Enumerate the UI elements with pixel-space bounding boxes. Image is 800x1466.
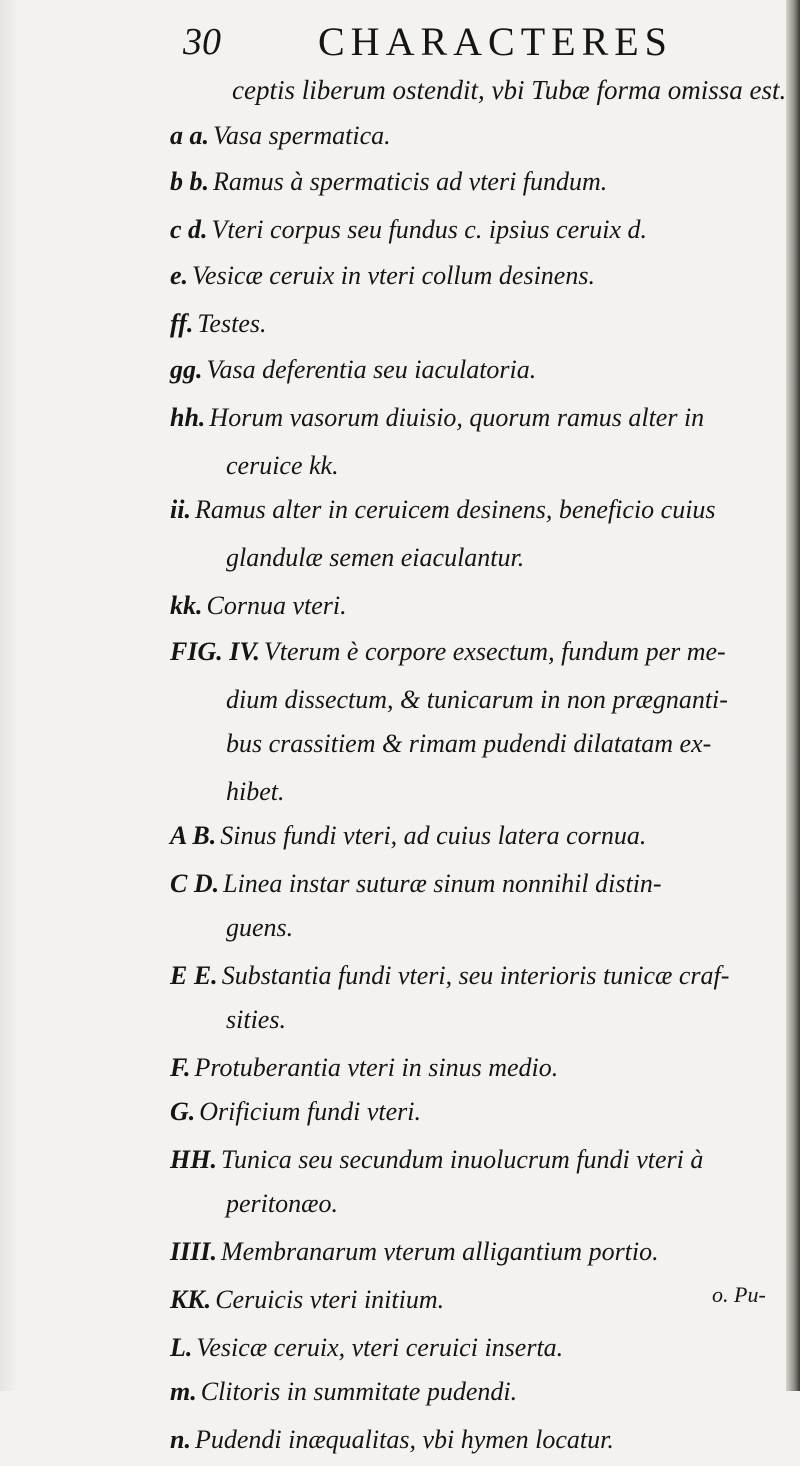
entry-text: Ceruicis vteri initium.: [215, 1285, 445, 1314]
entry-first-line: [170, 120, 780, 166]
entry-first-line: [170, 214, 780, 260]
legend-entry: [170, 1144, 780, 1236]
entry-first-line: [170, 260, 780, 308]
entry-text: Ramus alter in ceruicem desinens, beneficio cuius: [194, 495, 716, 524]
entry-key: n.: [170, 1425, 191, 1454]
entry-key: ff.: [170, 309, 194, 338]
entry-key: L.: [170, 1333, 193, 1362]
entry-continuation-line: glandulæ semen eiaculantur.: [226, 543, 525, 572]
entry-text: Cornua vteri.: [206, 591, 347, 620]
entry-key: a a.: [170, 121, 209, 150]
entry-first-line: [170, 960, 780, 1004]
legend-entry: [170, 402, 780, 494]
entry-text: Linea instar suturæ sinum nonnihil distin-: [223, 869, 662, 898]
gutter-shadow: [0, 0, 18, 1391]
page-number: 30: [183, 21, 221, 63]
entry-first-line: [170, 402, 780, 450]
entry-key: hh.: [170, 403, 206, 432]
entry-text: Substantia fundi vteri, seu interioris tunicæ craf-: [221, 961, 730, 990]
entry-text: Tunica seu secundum inuolucrum fundi vteri à: [220, 1145, 704, 1174]
entry-key: m.: [170, 1377, 197, 1406]
entry-key: kk.: [170, 591, 203, 620]
entry-continuation-line: dium dissectum, & tunicarum in non prægnanti-: [226, 685, 728, 714]
legend-entry: [170, 1284, 780, 1332]
legend-entry: [170, 354, 780, 402]
entry-continuation-line: hibet.: [226, 777, 285, 806]
legend-entry: [170, 1376, 780, 1424]
entry-text: Clitoris in summitate pudendi.: [200, 1377, 518, 1406]
entry-first-line: [170, 820, 780, 868]
legend-entry: [170, 1096, 780, 1144]
entry-first-line: [170, 636, 780, 684]
entry-text: Horum vasorum diuisio, quorum ramus alter in: [209, 403, 705, 432]
entry-text: Orificium fundi vteri.: [199, 1097, 421, 1126]
entry-key: e.: [170, 261, 189, 290]
entry-first-line: [170, 166, 780, 214]
entry-first-line: [170, 1052, 780, 1096]
entry-key: gg.: [170, 355, 203, 384]
entry-text: Vasa spermatica.: [213, 121, 391, 150]
entry-key: E E.: [170, 961, 218, 990]
legend-entry: [170, 1424, 780, 1466]
entry-text: Ramus à spermaticis ad vteri fundum.: [213, 167, 608, 196]
entry-text: Vasa deferentia seu iaculatoria.: [206, 355, 537, 384]
entry-text: Protuberantia vteri in sinus medio.: [194, 1053, 559, 1082]
entry-text: Pudendi inæqualitas, vbi hymen locatur.: [194, 1425, 614, 1454]
continuation-line: ceptis liberum ostendit, vbi Tubæ forma omissa est.: [232, 75, 787, 105]
entry-continuation-line: guens.: [226, 913, 294, 942]
entry-first-line: [170, 354, 780, 402]
catchword: o. Pu-: [712, 1282, 766, 1307]
entry-first-line: [170, 1284, 780, 1332]
entry-key: b b.: [170, 167, 209, 196]
entry-first-line: [170, 1424, 780, 1466]
legend-entry: [170, 308, 780, 354]
entry-text: Vesicæ ceruix in vteri collum desinens.: [192, 261, 595, 290]
entry-key: IIII.: [170, 1237, 217, 1266]
legend-entry: [170, 1332, 780, 1376]
legend-entry: [170, 166, 780, 214]
entry-key: ii.: [170, 495, 191, 524]
entry-first-line: [170, 308, 780, 354]
entry-text: Sinus fundi vteri, ad cuius latera cornua.: [220, 821, 647, 850]
legend-entry: [170, 960, 780, 1052]
entry-first-line: [170, 494, 780, 542]
entry-key: HH.: [170, 1145, 217, 1174]
legend-entry: [170, 494, 780, 590]
entry-first-line: [170, 1144, 780, 1188]
entry-key: G.: [170, 1097, 196, 1126]
legend-entry: [170, 1052, 780, 1096]
legend-entry: [170, 868, 780, 960]
legend-entry: [170, 214, 780, 260]
legend-entry: [170, 260, 780, 308]
entry-continuation-line: sities.: [226, 1005, 286, 1034]
entry-first-line: [170, 1096, 780, 1144]
entry-key: C D.: [170, 869, 220, 898]
page-header: [183, 14, 703, 74]
entry-continuation-line: peritonæo.: [226, 1189, 338, 1218]
running-title: CHARACTERES: [318, 19, 673, 64]
entry-continuation-line: ceruice kk.: [226, 451, 339, 480]
entry-first-line: [170, 1236, 780, 1284]
entry-key: KK.: [170, 1285, 212, 1314]
legend-entry: [170, 1236, 780, 1284]
page-edge: [786, 0, 800, 1391]
entry-first-line: [170, 868, 780, 912]
legend-text: [170, 74, 787, 1466]
legend-entry: [170, 590, 780, 636]
entry-key: F.: [170, 1053, 191, 1082]
legend-entry: [170, 636, 780, 820]
entry-first-line: [170, 1332, 780, 1376]
entry-text: Vteri corpus seu fundus c. ipsius ceruix d.: [211, 215, 647, 244]
legend-entry: [170, 820, 780, 868]
legend-entry: [170, 120, 780, 166]
entry-text: Testes.: [197, 309, 267, 338]
entry-first-line: [170, 1376, 780, 1424]
entry-continuation-line: bus crassitiem & rimam pudendi dilatatam ex-: [226, 729, 712, 758]
entry-text: Vesicæ ceruix, vteri ceruici inserta.: [196, 1333, 564, 1362]
entry-text: Vterum è corpore exsectum, fundum per me-: [263, 637, 726, 666]
entry-first-line: [170, 590, 780, 636]
entry-key: c d.: [170, 215, 208, 244]
legend-entries: [170, 120, 780, 1466]
entry-text: Membranarum vterum alligantium portio.: [220, 1237, 659, 1266]
entry-key: FIG. IV.: [170, 637, 260, 666]
entry-key: A B.: [170, 821, 217, 850]
